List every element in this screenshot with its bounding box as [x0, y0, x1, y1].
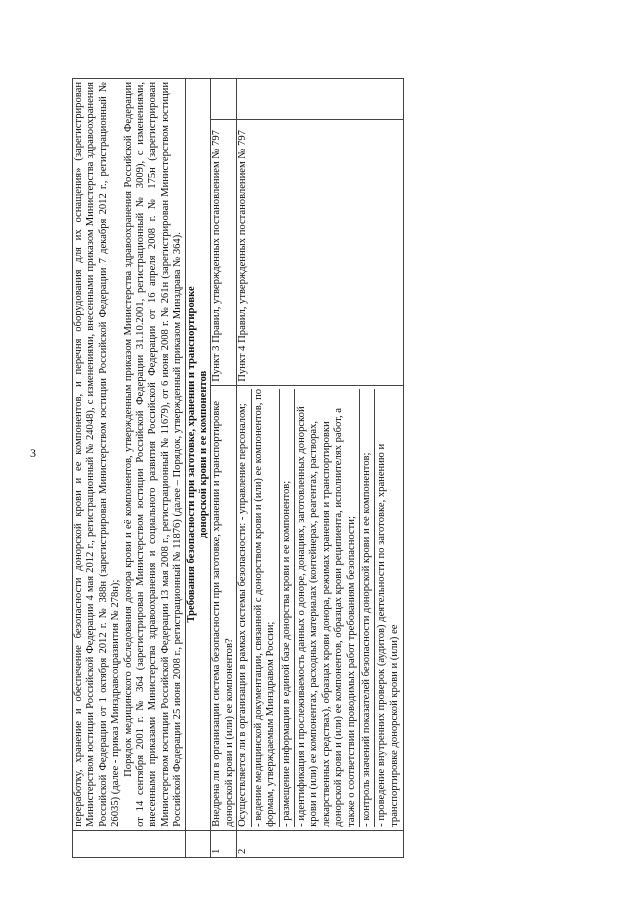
intro-text: [73, 79, 186, 831]
section-row: [185, 79, 211, 858]
section-title: [185, 79, 211, 831]
table-row: [237, 79, 404, 858]
row-empty-cell: [237, 79, 404, 120]
intro-row: [73, 79, 186, 858]
question-item: - идентификация и прослеживаемость данных о доноре, донациях, заготовленных донорской крови и (или) ее компонентах, расходных материалах (контейнерах, реагентах, растворах, лекарственных средствах), образцах крови донора, режимах хранения и транспортировки донорской крови и (или) ее компонентов, образцах крови реципиента, исполнителях работ, а также о соответствии проводимых работ требованиям безопасности;: [296, 389, 360, 827]
requirements-table: [72, 78, 404, 858]
question-item: - проведение внутренних проверок (аудитов) деятельности по заготовке, хранению и транспортировке донорской крови и (или) ее: [376, 443, 400, 827]
row-question: [211, 385, 237, 830]
question-text: Внедрена ли в организации система безопасности при заготовке, хранении и транспортировке донорской крови и (или) ее компонентов?: [211, 401, 235, 827]
section-title-line-2: донорской крови и ее компонентов: [198, 370, 210, 539]
question-item: - контроль значений показателей безопасности донорской крови и ее компонентов;: [361, 389, 375, 827]
rotated-page-content: [72, 78, 592, 858]
row-reference: Пункт 3 Правил, утвержденных постановлением № 797: [211, 119, 237, 385]
row-empty-cell: [211, 79, 237, 120]
table-row: [211, 79, 237, 858]
row-number: 2: [237, 830, 404, 857]
intro-paragraph-2: Порядок медицинского обследования донора крови и её компонентов, утвержденным приказом Министерства здравоохранения Российской Федерации от 14 сентября 2001 г. № 364 (зарегистрирован Министерством юстиции Российской Федерации 31.10.2001, регистрационный № 3009), с изменениями, внесенными приказами Министерства здравоохранения и социального развития Российской Федерации от 16 апреля 2008 г. № 175н (зарегистрирован Министерством юстиции Российской Федерации 13 мая 2008 г., регистрационный № 11679), от 6 июня 2008 г. № 261н (зарегистрирован Министерством юстиции Российской Федерации 25 июня 2008 г., регистрационный № 11876) (далее – Порядок, утвержденный приказом Минздрава № 364).: [122, 82, 184, 827]
question-item: - ведение медицинской документации, связанной с донорством крови и (или) ее компонентов, по формам, утверждаемым Минздравом России;: [253, 389, 280, 827]
row-question: [237, 385, 404, 830]
page-number: 3: [30, 446, 36, 460]
row-number: 1: [211, 830, 237, 857]
section-title-line-1: Требования безопасности при заготовке, хранении и транспортировке: [185, 286, 197, 623]
question-item: Осуществляется ли в организации в рамках системы безопасности: - управление персоналом;: [237, 389, 251, 827]
row-reference: Пункт 4 Правил, утвержденных постановлением № 797: [237, 119, 404, 385]
intro-paragraph-1: переработку, хранение и обеспечение безопасности донорской крови и ее компонентов, и перечня оборудования для их оснащения» (зарегистрирован Министерством юстиции Российской Федерации 4 мая 2012 г., регистрационный № 24048), с изменениями, внесенными приказом Министерства здравоохранения Российской Федерации от 1 октября 2012 г. № 388н (зарегистрирован Министерством юстиции Российской Федерации 7 декабря 2012 г., регистрационный № 26035) (далее - приказ Минздравсоцразвития № 278н);: [73, 82, 122, 827]
question-item: - размещение информации в единой базе донорства крови и ее компонентов;: [281, 389, 295, 827]
